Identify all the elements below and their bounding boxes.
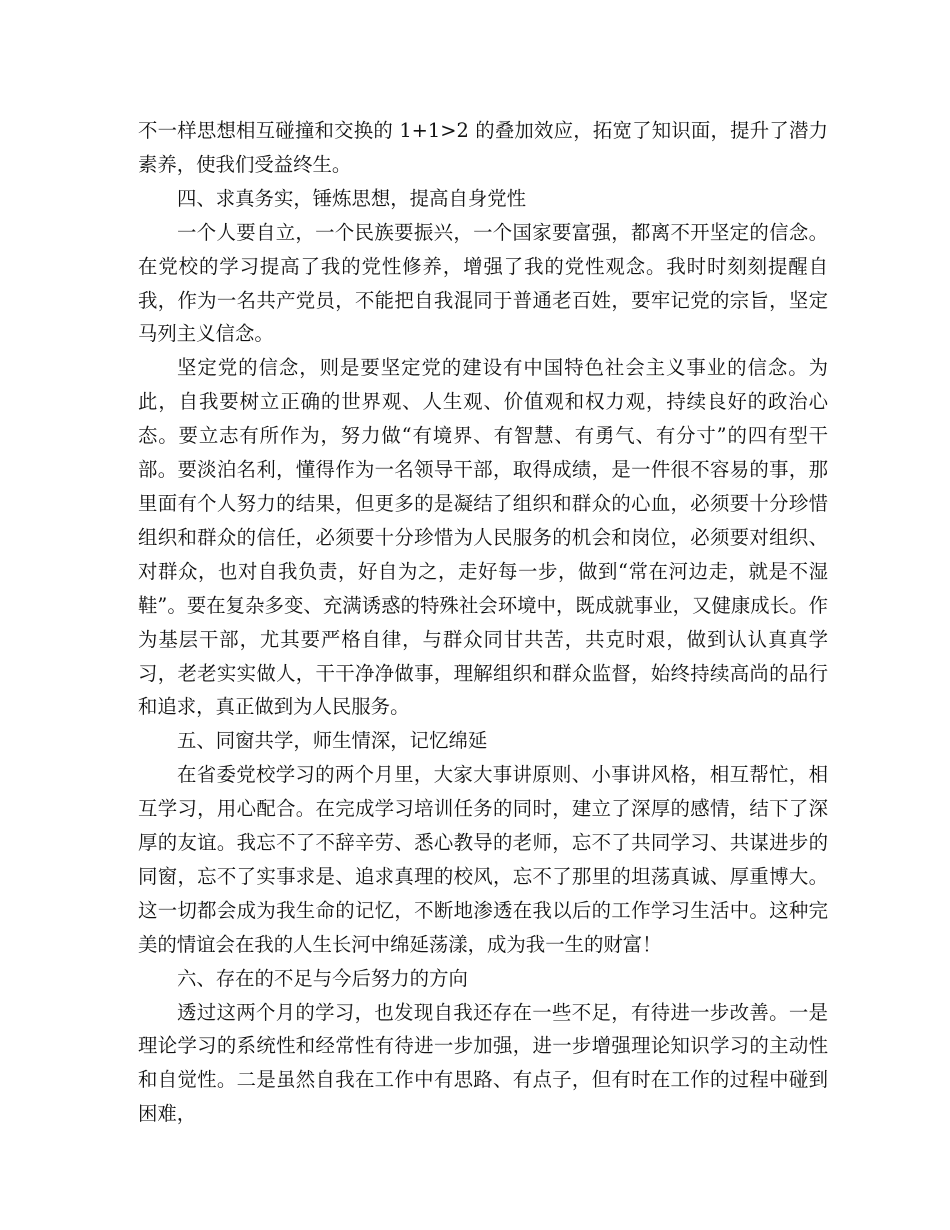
paragraph-shortcomings: 透过这两个月的学习，也发现自我还存在一些不足，有待进一步改善。一是理论学习的系统性和经常性有待进一步加强，进一步增强理论知识学习的主动性和自觉性。二是虽然自我在工作中有思路、有点子，但有时在工作的过程中碰到困难， xyxy=(138,1000,828,1126)
section-heading-5: 五、同窗共学，师生情深，记忆绵延 xyxy=(177,729,488,753)
document-body xyxy=(138,114,828,1131)
paragraph-continuation: 不一样思想相互碰撞和交换的 1+1>2 的叠加效应，拓宽了知识面，提升了潜力素养，使我们受益终生。 xyxy=(138,119,828,176)
section-heading-6: 六、存在的不足与今后努力的方向 xyxy=(177,966,468,990)
section-heading-4: 四、求真务实，锤炼思想，提高自身党性 xyxy=(177,186,527,210)
paragraph-party-conviction: 坚定党的信念，则是要坚定党的建设有中国特色社会主义事业的信念。为此，自我要树立正确的世界观、人生观、价值观和权力观，持续良好的政治心态。要立志有所作为，努力做“有境界、有智慧、有勇气、有分寸”的四有型干部。要淡泊名利，懂得作为一名领导干部，取得成绩，是一件很不容易的事，那里面有个人努力的结果，但更多的是凝结了组织和群众的心血，必须要十分珍惜组织和群众的信任，必须要十分珍惜为人民服务的机会和岗位，必须要对组织、对群众，也对自我负责，好自为之，走好每一步，做到“常在河边走，就是不湿鞋”。要在复杂多变、充满诱惑的特殊社会环境中，既成就事业，又健康成长。作为基层干部，尤其要严格自律，与群众同甘共苦，共克时艰，做到认认真真学习，老老实实做人，干干净净做事，理解组织和群众监督，始终持续高尚的品行和追求，真正做到为人民服务。 xyxy=(138,356,828,719)
paragraph-belief: 一个人要自立，一个民族要振兴，一个国家要富强，都离不开坚定的信念。在党校的学习提高了我的党性修养，增强了我的党性观念。我时时刻刻提醒自我，作为一名共产党员，不能把自我混同于普通老百姓，要牢记党的宗旨，坚定马列主义信念。 xyxy=(138,220,828,346)
paragraph-classmates: 在省委党校学习的两个月里，大家大事讲原则、小事讲风格，相互帮忙，相互学习，用心配合。在完成学习培训任务的同时，建立了深厚的感情，结下了深厚的友谊。我忘不了不辞辛劳、悉心教导的老师，忘不了共同学习、共谋进步的同窗，忘不了实事求是、追求真理的校风，忘不了那里的坦荡真诚、厚重博大。这一切都会成为我生命的记忆，不断地渗透在我以后的工作学习生活中。这种完美的情谊会在我的人生长河中绵延荡漾，成为我一生的财富！ xyxy=(138,763,828,956)
